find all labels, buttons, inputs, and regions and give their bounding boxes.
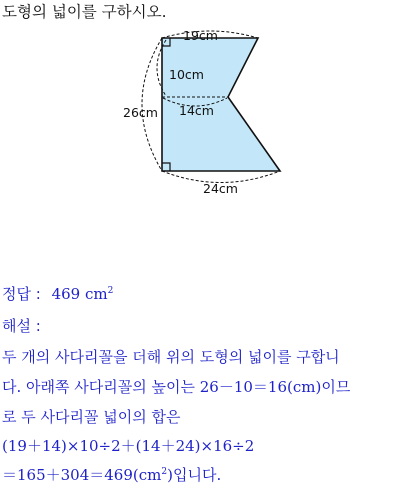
left-height-label: 26cm (123, 105, 158, 120)
answer-unit: cm (85, 285, 108, 303)
explanation-line-2-text-b: 이므 (321, 378, 351, 396)
explanation-line-5-close: ) (167, 466, 173, 484)
answer-value: 469 (51, 285, 81, 303)
explanation-line-5-tail: 입니다. (172, 466, 222, 484)
explanation-line-4: (19＋14)×10÷2＋(14＋24)×16÷2 (2, 437, 255, 455)
explanation-line-5 (2, 464, 221, 485)
explanation-line-2 (2, 376, 350, 397)
explanation-line-3: 로 두 사다리꼴 넓이의 합은 (2, 408, 181, 426)
explanation-label: 해설 : (2, 317, 41, 335)
bottom-length-label: 24cm (203, 181, 238, 196)
answer-line (2, 283, 113, 304)
question-text: 도형의 넓이를 구하시오. (2, 3, 167, 21)
answer-unit-exponent: 2 (107, 286, 114, 296)
top-length-label: 19cm (183, 28, 218, 43)
explanation-line-1: 두 개의 사다리꼴을 더해 위의 도형의 넓이를 구합니 (2, 348, 340, 366)
explanation-line-5-exponent: 2 (161, 467, 168, 477)
answer-label: 정답 : (2, 285, 41, 303)
explanation-line-2-text-a: 다. 아래쪽 사다리꼴의 높이는 (2, 378, 195, 396)
trapezoid-figure (110, 26, 290, 201)
explanation-line-5-math: ＝165＋304＝469(cm (2, 466, 162, 484)
middle-length-label: 14cm (179, 103, 214, 118)
explanation-line-2-math: 26－10＝16(cm) (199, 378, 322, 396)
inner-height-label: 10cm (169, 67, 204, 82)
